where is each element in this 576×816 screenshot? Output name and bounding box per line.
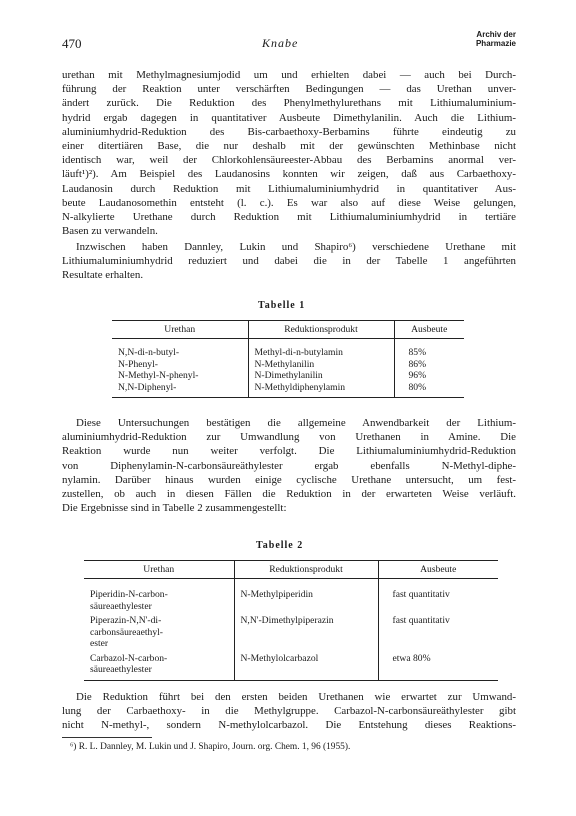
text-line: von Diphenylamin-N-carbonsäureäthylester ergab ebenfalls N-Methyl-diphe- [62, 459, 516, 472]
cell-urethan: N,N-di-n-butyl- [118, 347, 180, 358]
cell-reduktionsprodukt: N-Methylolcarbazol [234, 650, 378, 681]
text-line: beute Laudanosomethin entsteht (l. c.). Es war also auf diese Weise gelungen, [62, 196, 516, 209]
table-row [84, 650, 498, 681]
text-line: urethan mit Methylmagnesiumjodid um und erhielten dabei — auch bei Durch- [62, 69, 516, 81]
text-line: aluminiumhydrid-Reduktion des Bis-carbaethoxy-Berbamins führte eindeutig zu [62, 125, 516, 138]
table-1 [112, 320, 464, 398]
journal-line-2: Pharmazie [475, 39, 516, 48]
text-line: Diese Untersuchungen bestätigen die allgemeine Anwendbarkeit der Lithium- [76, 417, 516, 429]
column-header-ausbeute: Ausbeute [394, 321, 464, 339]
table-header-row [112, 321, 464, 339]
text-line: Lithiumaluminiumhydrid reduziert und dabei die in der Tabelle 1 angeführten [62, 255, 516, 268]
cell-reduktionsprodukt: N-Dimethylanilin [248, 370, 394, 382]
cell-urethan: Carbazol-N-carbon- säureaethylester [84, 650, 234, 681]
cell-reduktionsprodukt: N-Methylpiperidin [234, 579, 378, 613]
column-header-urethan: Urethan [164, 324, 196, 335]
cell-ausbeute: fast quantitativ [378, 579, 498, 613]
table-row [112, 339, 464, 359]
table-row [112, 370, 464, 382]
paragraph-1 [62, 68, 516, 238]
text-line: identisch war, weil der Chlorkohlensäureester-Abbau des Berbamins anormal ver- [62, 154, 516, 167]
text-line: ändert zurück. Die Reduktion des Phenylmethylurethans mit Lithiumaluminium- [62, 97, 516, 110]
column-header-reduktionsprodukt: Reduktionsprodukt [248, 321, 394, 339]
column-header-reduktionsprodukt: Reduktionsprodukt [234, 561, 378, 579]
text-line: nicht N-methyl-, sondern N-methylolcarbazol. Die Entstehung dieses Reaktions- [62, 719, 516, 732]
journal-line-1: Archiv der [476, 30, 516, 39]
table-row [112, 382, 464, 398]
text-line: hydrid ergab dagegen in quantitativer Ausbeute Dimethylanilin. Auch die Lithium- [62, 111, 516, 124]
text-line: Laudanosin durch Reduktion mit Lithiumaluminiumhydrid in quantitativer Aus- [62, 182, 516, 195]
text-line: Resultate erhalten. [62, 269, 144, 282]
table-row [84, 579, 498, 613]
table-1-caption: Tabelle 1 [258, 300, 306, 311]
cell-urethan: Piperazin-N,N'-di- carbonsäureaethyl- ester [90, 615, 163, 649]
cell-urethan: N,N-Diphenyl- [112, 382, 248, 398]
text-line: Die Ergebnisse sind in Tabelle 2 zusammengestellt: [62, 502, 287, 515]
cell-reduktionsprodukt: Methyl-di-n-butylamin [248, 339, 394, 359]
text-line: einer ditertiären Base, die nur deshalb mit der gewünschten Methinbase nicht [62, 140, 516, 153]
paragraph-3 [62, 416, 516, 515]
column-header-urethan: Urethan [143, 564, 175, 575]
text-line: Basen zu verwandeln. [62, 225, 158, 238]
cell-ausbeute: etwa 80% [378, 650, 498, 681]
cell-reduktionsprodukt: N-Methylanilin [248, 359, 394, 371]
cell-urethan: Piperidin-N-carbon- säureaethylester [90, 589, 168, 612]
cell-reduktionsprodukt: N-Methyldiphenylamin [248, 382, 394, 398]
text-line: Die Reduktion führt bei den ersten beiden Urethanen wie erwartet zur Umwand- [76, 691, 516, 703]
text-line: Reaktion wurde nun weiter verfolgt. Die Lithiumaluminiumhydrid-Reduktion [62, 445, 516, 458]
cell-ausbeute: fast quantitativ [378, 612, 498, 650]
table-row [112, 359, 464, 371]
table-2 [84, 560, 498, 681]
text-line: nylamin. Darüber hinaus wurden einige cyclische Urethane untersucht, um fest- [62, 473, 516, 486]
footnote: ⁶) R. L. Dannley, M. Lukin und J. Shapiro, Journ. org. Chem. 1, 96 (1955). [70, 742, 351, 752]
text-line: Inzwischen haben Dannley, Lukin und Shapiro⁶) verschiedene Urethane mit [76, 241, 516, 253]
running-author: Knabe [262, 36, 299, 50]
cell-ausbeute: 85% [394, 339, 464, 359]
text-line: lung der Carbaethoxy- in die Methylgruppe. Carbazol-N-carbonsäureäthylester gibt [62, 705, 516, 718]
running-header [62, 30, 516, 54]
journal-name [476, 30, 516, 48]
cell-reduktionsprodukt: N,N'-Dimethylpiperazin [234, 612, 378, 650]
cell-urethan: N-Methyl-N-phenyl- [118, 370, 199, 381]
table-header-row [84, 561, 498, 579]
cell-ausbeute: 86% [394, 359, 464, 371]
footnote-rule [62, 737, 152, 738]
table-row [84, 612, 498, 650]
text-line: führung der Reaktion unter verschärften Bedingungen — das Urethan unver- [62, 83, 516, 96]
text-line: zustellen, ob auch in diesen Fällen die Reduktion in der erwarteten Weise verläuft. [62, 488, 516, 501]
column-header-ausbeute: Ausbeute [378, 561, 498, 579]
cell-urethan: N-Phenyl- [118, 358, 158, 370]
paragraph-2 [62, 240, 516, 283]
text-line: aluminiumhydrid-Reduktion zur Umwandlung von Urethanen in Amine. Die [62, 431, 516, 444]
table-2-caption: Tabelle 2 [256, 540, 304, 551]
page-number: 470 [62, 36, 82, 51]
paragraph-4 [62, 690, 516, 733]
cell-ausbeute: 96% [394, 370, 464, 382]
cell-ausbeute: 80% [394, 382, 464, 398]
text-line: läuft¹)²). Am Beispiel des Laudanosins konnten wir zeigen, daß aus Carbaethoxy- [62, 168, 516, 181]
text-line: N-alkylierte Urethane durch Reduktion mit Lithiumaluminiumhydrid in tertiäre [62, 211, 516, 224]
